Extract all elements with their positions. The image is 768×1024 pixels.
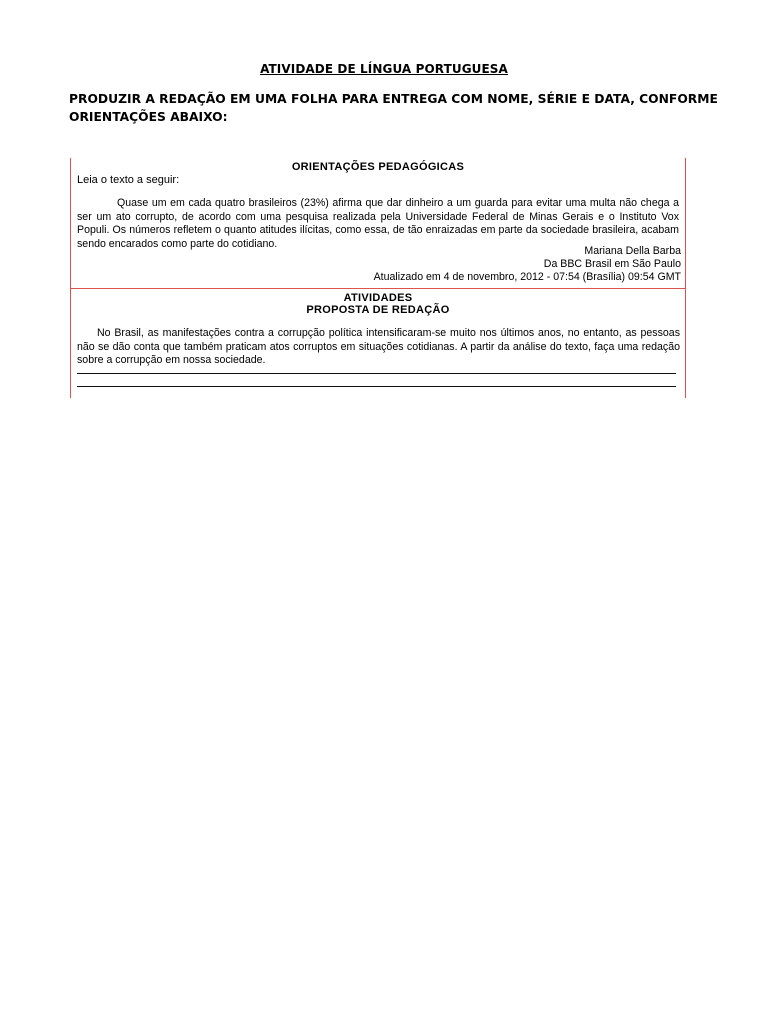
- instruction-text: PRODUZIR A REDAÇÃO EM UMA FOLHA PARA ENTREGA COM NOME, SÉRIE E DATA, CONFORME ORIENTAÇÕES ABAIXO:: [69, 92, 718, 124]
- passage-author: Mariana Della Barba: [584, 245, 681, 257]
- reading-passage: [77, 197, 679, 251]
- reading-passage-text: Quase um em cada quatro brasileiros (23%) afirma que dar dinheiro a um guarda para evitar uma multa não chega a ser um ato corrupto, de acordo com uma pesquisa realizada pela Universidade Federal de Minas Gerais e o Instituto Vox Populi. Os números refletem o quanto atitudes ilícitas, como essa, de tão enraizadas em parte da sociedade brasileira, acabam sendo encarados como parte do cotidiano.: [77, 197, 679, 250]
- answer-line: [77, 373, 676, 374]
- section-divider: [70, 288, 686, 289]
- reading-lead: Leia o texto a seguir:: [77, 174, 180, 186]
- essay-prompt: [77, 327, 680, 368]
- essay-prompt-text: No Brasil, as manifestações contra a corrupção política intensificaram-se muito nos últimos anos, no entanto, as pessoas não se dão conta que também praticam atos corruptos em situações cotidianas. A partir da análise do texto, faça uma redação sobre a corrupção em nossa sociedade.: [77, 327, 680, 366]
- answer-line: [77, 386, 676, 387]
- proposta-heading: PROPOSTA DE REDAÇÃO: [306, 304, 450, 316]
- atividades-heading: ATIVIDADES: [343, 292, 413, 304]
- document-title: ATIVIDADE DE LÍNGUA PORTUGUESA: [260, 62, 508, 76]
- passage-updated: Atualizado em 4 de novembro, 2012 - 07:54 (Brasília) 09:54 GMT: [373, 271, 681, 283]
- orientacoes-heading: ORIENTAÇÕES PEDAGÓGICAS: [291, 161, 465, 173]
- passage-source: Da BBC Brasil em São Paulo: [543, 258, 681, 270]
